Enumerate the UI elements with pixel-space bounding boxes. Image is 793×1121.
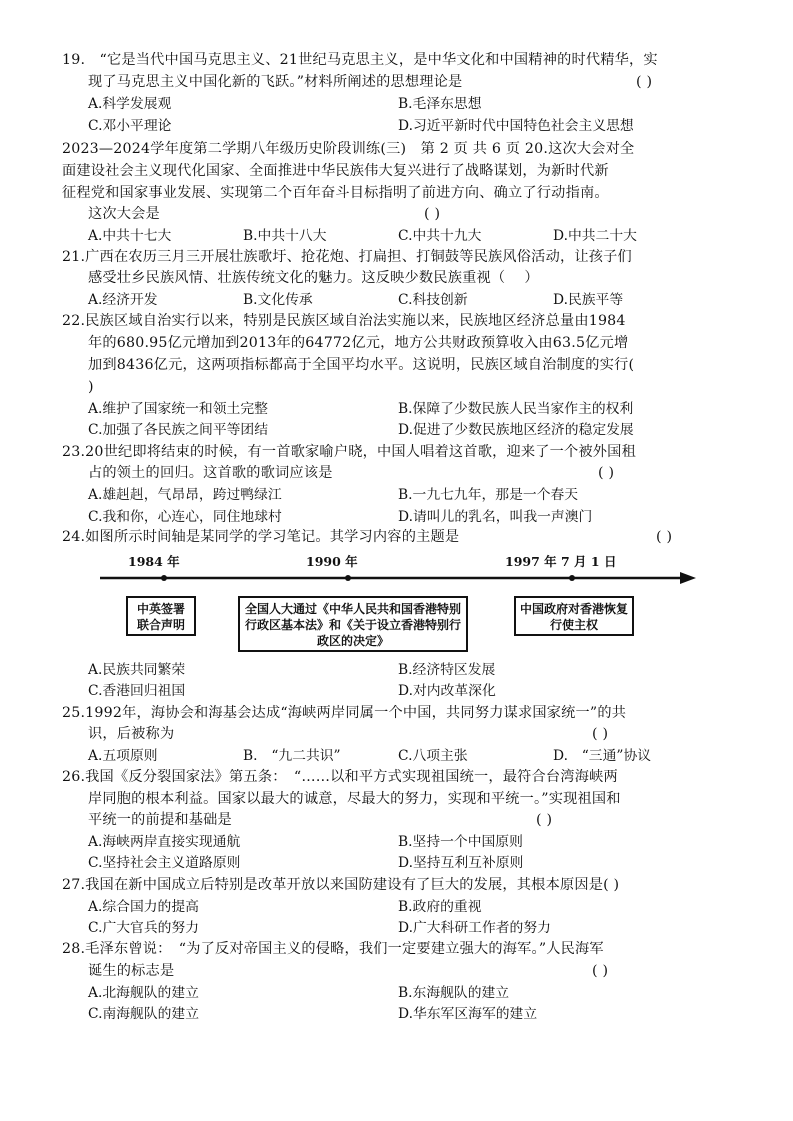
timeline-year-1997: 1997 年 7 月 1 日 xyxy=(505,554,617,569)
q28-option-b: B.东海舰队的建立 xyxy=(398,985,510,1001)
q21-option-c: C.科技创新 xyxy=(398,292,468,308)
q19-option-c: C.邓小平理论 xyxy=(88,118,172,134)
q24-option-a: A.民族共同繁荣 xyxy=(88,662,186,678)
q23-option-d: D.请叫儿的乳名，叫我一声澳门 xyxy=(398,509,593,525)
q25-option-b: B. “九二共识” xyxy=(243,748,341,764)
q27-option-b: B.政府的重视 xyxy=(398,899,482,915)
q21-option-a: A.经济开发 xyxy=(88,292,158,308)
q19-option-d: D.习近平新时代中国特色社会主义思想 xyxy=(398,118,634,134)
q26-stem-line3: 平统一的前提和基础是 xyxy=(88,812,232,828)
q28-option-a: A.北海舰队的建立 xyxy=(88,985,199,1001)
q27-option-c: C.广大官兵的努力 xyxy=(88,920,200,936)
q20-stem-line1: 2023—2024学年度第二学期八年级历史阶段训练(三) 第 2 页 共 6 页 20.这次大会对全 xyxy=(62,141,635,157)
q25-option-a: A.五项原则 xyxy=(88,748,158,764)
q22-stem-line3: 加到8436亿元，这两项指标都高于全国平均水平。这说明，民族区域自治制度的实行( xyxy=(88,357,635,373)
q23-stem-line2: 占的领土的回归。这首歌的歌词应该是 xyxy=(88,465,333,481)
timeline-year-1990: 1990 年 xyxy=(306,554,358,569)
q25-option-d: D. “三通”协议 xyxy=(553,748,652,764)
q19-stem-line2: 现了马克思主义中国化新的飞跃。”材料所阐述的思想理论是 xyxy=(88,74,463,90)
q23-answer-paren: ( ) xyxy=(598,465,615,481)
q27-option-d: D.广大科研工作者的努力 xyxy=(398,920,551,936)
q21-stem-line2: 感受壮乡民族风情、壮族传统文化的魅力。这反映少数民族重视（ ） xyxy=(88,270,539,286)
q23-stem-line1: 23.20世纪即将结束的时候，有一首歌家喻户晓，中国人唱着这首歌，迎来了一个被外国租 xyxy=(62,444,636,460)
q24-answer-paren: ( ) xyxy=(656,529,673,545)
q22-stem-line1: 22.民族区域自治实行以来，特别是民族区域自治法实施以来，民族地区经济总量由1984 xyxy=(62,313,626,329)
q26-option-a: A.海峡两岸直接实现通航 xyxy=(88,834,241,850)
q24-stem-line1: 24.如图所示时间轴是某同学的学习笔记。其学习内容的主题是 xyxy=(62,529,460,545)
q27-stem-line1: 27.我国在新中国成立后特别是改革开放以来国防建设有了巨大的发展，其根本原因是( ) xyxy=(62,877,620,893)
timeline-box-joint-declaration: 中英签署联合声明 xyxy=(126,596,196,636)
q26-stem-line2: 岸同胞的根本利益。国家以最大的诚意，尽最大的努力，实现和平统一。”实现祖国和 xyxy=(88,791,621,807)
q19-answer-paren: ( ) xyxy=(636,74,653,90)
q26-stem-line1: 26.我国《反分裂国家法》第五条： “……以和平方式实现祖国统一，最符合台湾海峡两 xyxy=(62,769,618,785)
q26-option-b: B.坚持一个中国原则 xyxy=(398,834,523,850)
q22-option-d: D.促进了少数民族地区经济的稳定发展 xyxy=(398,422,634,438)
q25-answer-paren: ( ) xyxy=(592,726,609,742)
q19-option-b: B.毛泽东思想 xyxy=(398,96,482,112)
q20-option-d: D.中共二十大 xyxy=(553,228,637,244)
q24-option-b: B.经济特区发展 xyxy=(398,662,496,678)
q28-answer-paren: ( ) xyxy=(592,963,609,979)
q20-option-c: C.中共十九大 xyxy=(398,228,482,244)
q20-stem-line3: 征程党和国家事业发展、实现第二个百年奋斗目标指明了前进方向、确立了行动指南。 xyxy=(62,185,609,201)
q28-stem-line2: 诞生的标志是 xyxy=(88,963,175,979)
q26-option-c: C.坚持社会主义道路原则 xyxy=(88,855,241,871)
q22-stem-line4: ) xyxy=(88,379,94,395)
timeline-year-1984: 1984 年 xyxy=(128,554,180,569)
q26-option-d: D.坚持互利互补原则 xyxy=(398,855,524,871)
q21-option-d: D.民族平等 xyxy=(553,292,624,308)
q25-stem-line2: 识，后被称为 xyxy=(88,726,175,742)
q19-option-a: A.科学发展观 xyxy=(88,96,172,112)
q25-stem-line1: 25.1992年，海协会和海基会达成“海峡两岸同属一个中国，共同努力谋求国家统一”的共 xyxy=(62,705,627,721)
q21-option-b: B.文化传承 xyxy=(243,292,313,308)
q20-option-b: B.中共十八大 xyxy=(243,228,327,244)
q26-answer-paren: ( ) xyxy=(536,812,553,828)
timeline-box-basic-law: 全国人大通过《中华人民共和国香港特别行政区基本法》和《关于设立香港特别行政区的决定》 xyxy=(238,596,468,652)
q20-answer-paren: ( ) xyxy=(424,206,441,222)
q24-option-d: D.对内改革深化 xyxy=(398,683,496,699)
q20-stem-line4: 这次大会是 xyxy=(88,206,160,222)
q21-stem-line1: 21.广西在农历三月三开展壮族歌圩、抢花炮、打扁担、打铜鼓等民族风俗活动，让孩子们 xyxy=(62,249,632,265)
q22-option-b: B.保障了少数民族人民当家作主的权利 xyxy=(398,401,634,417)
q22-stem-line2: 年的680.95亿元增加到2013年的64772亿元，地方公共财政预算收入由63.5亿元增 xyxy=(88,335,629,351)
q28-option-d: D.华东军区海军的建立 xyxy=(398,1006,538,1022)
q20-option-a: A.中共十七大 xyxy=(88,228,172,244)
q19-stem-line1: 19. “它是当代中国马克思主义、21世纪马克思主义，是中华文化和中国精神的时代精华，实 xyxy=(62,52,658,68)
q28-option-c: C.南海舰队的建立 xyxy=(88,1006,200,1022)
q23-option-c: C.我和你，心连心，同住地球村 xyxy=(88,509,282,525)
q23-option-b: B.一九七九年，那是一个春天 xyxy=(398,487,579,503)
q27-option-a: A.综合国力的提高 xyxy=(88,899,199,915)
q23-option-a: A.雄赳赳，气昂昂，跨过鸭绿江 xyxy=(88,487,282,503)
timeline-box-sovereignty: 中国政府对香港恢复行使主权 xyxy=(514,596,634,636)
q20-stem-line2: 面建设社会主义现代化国家、全面推进中华民族伟大复兴进行了战略谋划，为新时代新 xyxy=(62,163,609,179)
q28-stem-line1: 28.毛泽东曾说： “为了反对帝国主义的侵略，我们一定要建立强大的海军。”人民海军 xyxy=(62,941,604,957)
q22-option-c: C.加强了各民族之间平等团结 xyxy=(88,422,269,438)
q22-option-a: A.维护了国家统一和领土完整 xyxy=(88,401,268,417)
q25-option-c: C.八项主张 xyxy=(398,748,468,764)
q24-option-c: C.香港回归祖国 xyxy=(88,683,186,699)
